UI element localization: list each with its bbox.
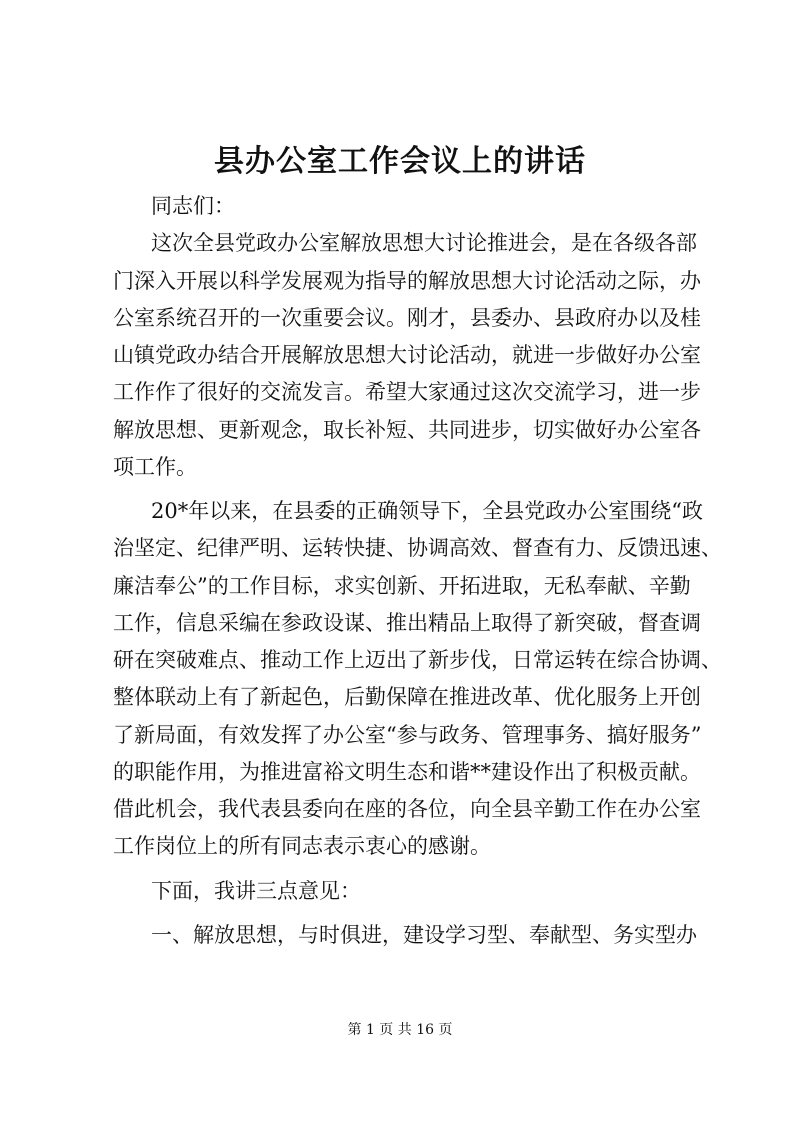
text-line: 的职能作用，为推进富裕文明生态和谐**建设作出了积极贡献。	[113, 759, 701, 784]
text-line: 下面，我讲三点意见：	[151, 878, 361, 903]
text-line: 一、解放思想，与时俱进，建设学习型、奉献型、务实型办	[151, 922, 697, 947]
paragraph-gap	[113, 910, 711, 917]
text-line: 解放思想、更新观念，取长补短、共同进步，切实做好办公室各	[113, 417, 701, 442]
text-line: 了新局面，有效发挥了办公室“参与政务、管理事务、搞好服务”	[113, 722, 702, 747]
page-title: 县办公室工作会议上的讲话	[214, 144, 586, 179]
paragraph-gap	[113, 486, 711, 493]
text-line: 工作作了很好的交流发言。希望大家通过这次交流学习，进一步	[113, 380, 701, 405]
text-line: 公室系统召开的一次重要会议。刚才，县委办、县政府办以及桂	[113, 305, 701, 330]
text-line: 借此机会，我代表县委向在座的各位，向全县辛勤工作在办公室	[113, 797, 701, 821]
text-line: 同志们：	[151, 194, 235, 218]
text-line: 项工作。	[113, 454, 197, 479]
text-line: 工作岗位上的所有同志表示衷心的感谢。	[113, 834, 491, 859]
text-line: 工作，信息采编在参政设谋、推出精品上取得了新突破，督查调	[113, 610, 701, 635]
text-line: 20*年以来，在县委的正确领导下，全县党政办公室围绕“政	[151, 499, 703, 523]
text-line: 门深入开展以科学发展观为指导的解放思想大讨论活动之际，办	[113, 268, 701, 293]
text-line: 整体联动上有了新起色，后勤保障在推进改革、优化服务上开创	[113, 685, 701, 710]
body-text	[113, 188, 722, 954]
text-line: 山镇党政办结合开展解放思想大讨论活动，就进一步做好办公室	[113, 343, 701, 367]
paragraph-gap	[113, 866, 711, 873]
page-footer: 第 1 页 共 16 页	[347, 1022, 453, 1038]
text-line: 研在突破难点、推动工作上迈出了新步伐，日常运转在综合协调、	[113, 648, 722, 672]
text-line: 廉洁奉公”的工作目标，求实创新、开拓进取，无私奉献、辛勤	[113, 573, 691, 598]
text-line: 治坚定、纪律严明、运转快捷、协调高效、督查有力、反馈迅速、	[113, 536, 722, 561]
text-line: 这次全县党政办公室解放思想大讨论推进会，是在各级各部	[151, 231, 697, 256]
